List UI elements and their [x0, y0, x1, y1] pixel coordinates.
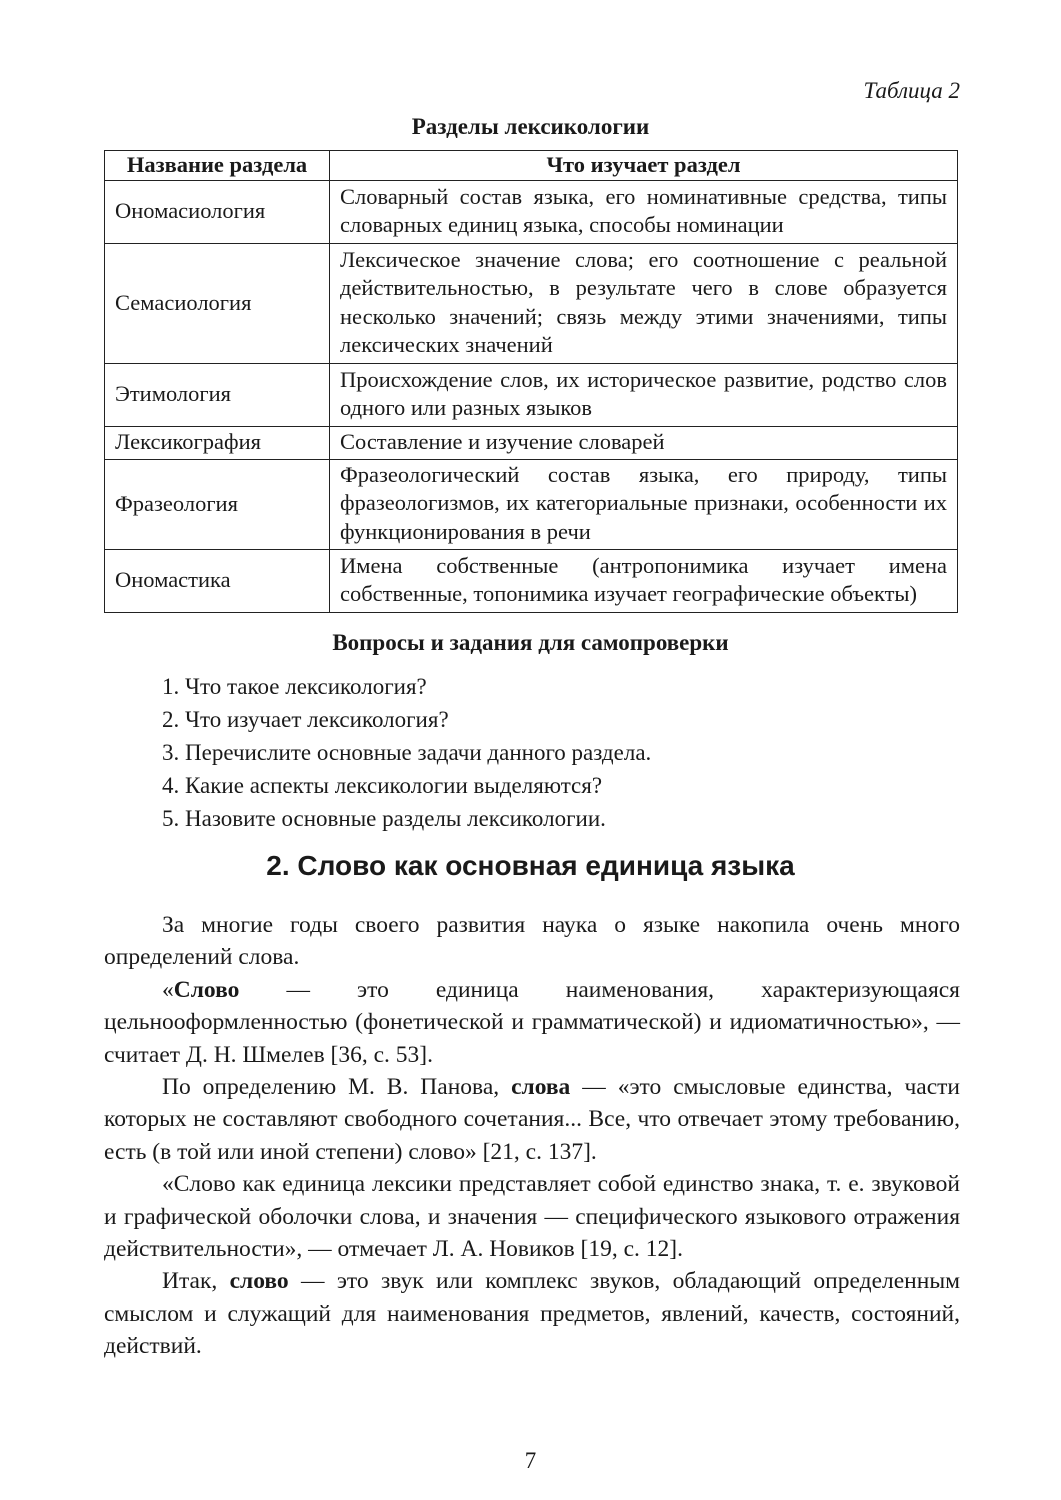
section-name-cell: Семасиология	[105, 243, 330, 363]
list-item: 3. Перечислите основные задачи данного раздела.	[162, 740, 652, 765]
list-item: 1. Что такое лексикология?	[162, 674, 427, 699]
section-desc-cell: Фразеологический состав языка, его природу, типы фразеологизмов, их категориальные признаки, особенности их функционирования в речи	[330, 459, 958, 549]
list-item: 2. Что изучает лексикология?	[162, 707, 449, 732]
paragraph	[104, 1265, 960, 1362]
lexicology-sections-table	[104, 150, 958, 613]
list-item: 5. Назовите основные разделы лексикологии.	[162, 806, 606, 831]
paragraph	[104, 1071, 960, 1168]
questions-list	[162, 670, 651, 835]
section-desc-cell: Словарный состав языка, его номинативные средства, типы словарных единиц языка, способы номинации	[330, 180, 958, 243]
table-number-label: Таблица 2	[863, 78, 960, 103]
section-desc-cell: Составление и изучение словарей	[330, 426, 958, 459]
section-desc-cell: Имена собственные (антропонимика изучает имена собственные, топонимика изучает географические объекты)	[330, 549, 958, 612]
paragraph-text: По определению М. В. Панова,	[162, 1074, 512, 1101]
quote-open: «	[162, 976, 174, 1003]
table-title: Разделы лексикологии	[411, 114, 650, 139]
term-bold: слова	[511, 1074, 571, 1101]
section-title: 2. Слово как основная единица языка	[266, 850, 795, 881]
section-desc-cell: Происхождение слов, их историческое развитие, родство слов одного или разных языков	[330, 363, 958, 426]
table-row	[105, 426, 958, 459]
list-item: 4. Какие аспекты лексикологии выделяются?	[162, 773, 603, 798]
paragraph: За многие годы своего развития наука о языке накопила очень много определений слова.	[104, 912, 960, 971]
paragraph-text: — это звук или комплекс звуков, обладающий определенным смыслом и служащий для наименования предметов, явлений, качеств, состояний, действий.	[104, 1268, 960, 1360]
section-body	[104, 909, 960, 1363]
page-number: 7	[524, 1448, 537, 1473]
column-header-section-name: Название раздела	[105, 151, 330, 181]
section-name-cell: Фразеология	[105, 459, 330, 549]
term-bold: Слово	[173, 976, 240, 1003]
paragraph-text: — это единица наименования, характеризующаяся цельнооформленностью (фонетической и грамматической) и идиоматичностью», — считает Д. Н. Шмелев [36, с. 53].	[104, 976, 960, 1068]
table-row	[105, 180, 958, 243]
section-name-cell: Этимология	[105, 363, 330, 426]
paragraph: «Слово как единица лексики представляет собой единство знака, т. е. звуковой и графической оболочки слова, и значения — специфического языкового отражения действительности», — отмечает Л. А. Новиков [19, с. 12].	[104, 1171, 960, 1263]
table-header-row	[105, 151, 958, 181]
section-name-cell: Лексикография	[105, 426, 330, 459]
term-bold: слово	[229, 1268, 289, 1295]
section-name-cell: Ономастика	[105, 549, 330, 612]
paragraph-text: — «это смысловые единства, части которых не составляют свободного сочетания... Все, что отвечает этому требованию, есть (в той или иной степени) слово» [21, с. 137].	[104, 1074, 960, 1165]
column-header-what-studies: Что изучает раздел	[330, 151, 958, 181]
table-row	[105, 459, 958, 549]
table-row	[105, 549, 958, 612]
paragraph	[104, 974, 960, 1071]
section-name-cell: Ономасиология	[105, 180, 330, 243]
table-row	[105, 363, 958, 426]
questions-heading: Вопросы и задания для самопроверки	[332, 630, 729, 655]
table-row	[105, 243, 958, 363]
section-desc-cell: Лексическое значение слова; его соотношение с реальной действительностью, в результате чего в слове образуется несколько значений; связь между этими значениями, типы лексических значений	[330, 243, 958, 363]
paragraph-text: Итак,	[162, 1268, 230, 1295]
